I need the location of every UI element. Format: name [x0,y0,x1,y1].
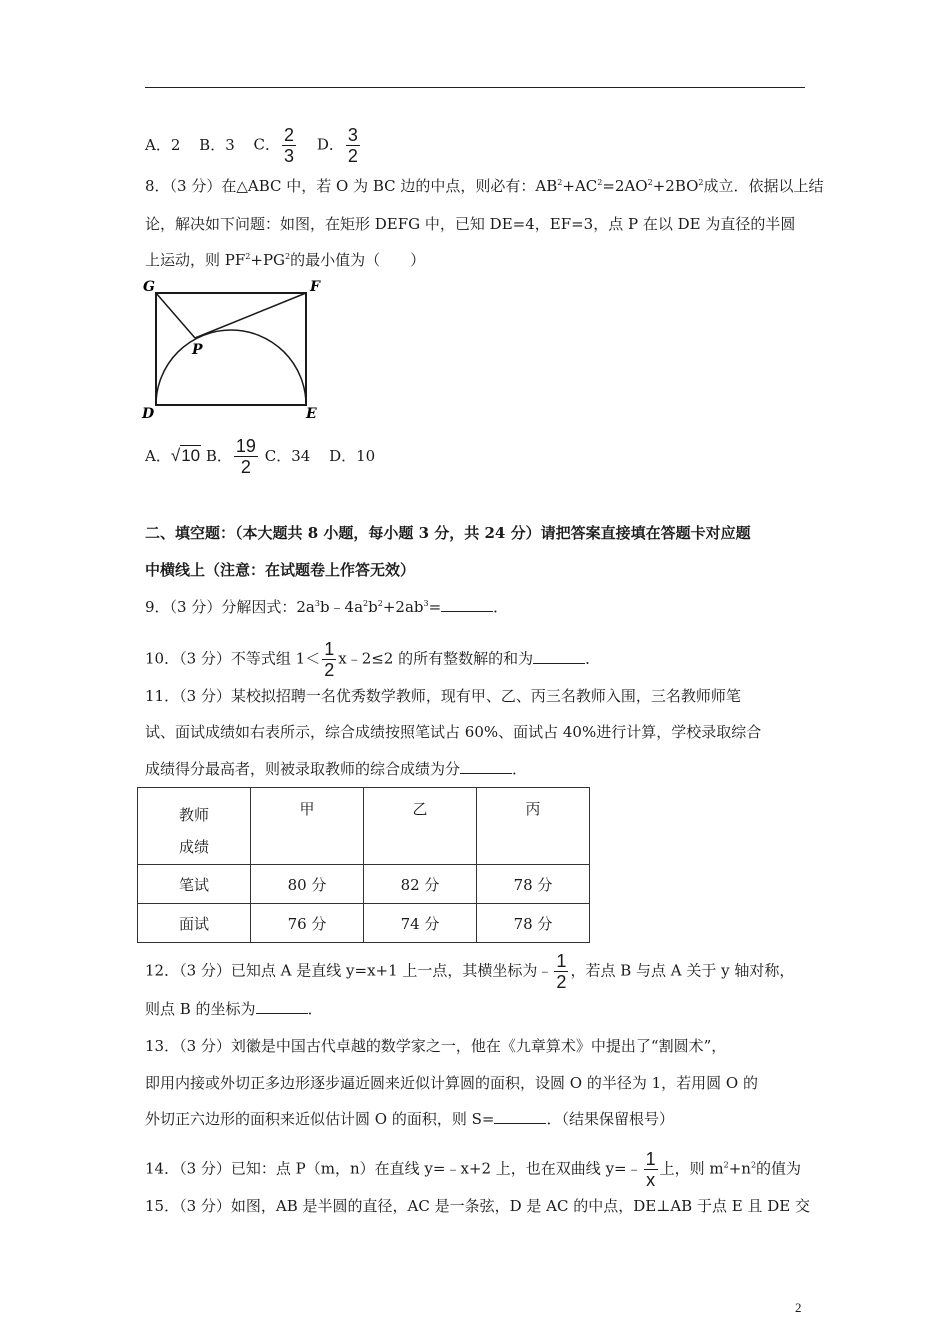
q11-line-1: 11．（3 分）某校拟招聘一名优秀数学教师，现有甲、乙、丙三名教师入围，三名教师师笔 [145,687,741,705]
table-cell: 76 分 [251,904,364,943]
q13-line-2: 即用内接或外切正多边形逐步逼近圆来近似计算圆的面积，设圆 O 的半径为 1，若用圆 O 的 [145,1074,758,1092]
fraction: $\frac{19}{2}$ [235,436,256,477]
table-cell: 82 分 [364,865,477,904]
answer-blank [256,999,308,1014]
answer-blank [494,1109,546,1124]
q8-line-3: 上运动，则 $PF^2+PG^2$的最小值为（ ） [145,251,426,269]
q15-line-1: 15．（3 分）如图，AB 是半圆的直径，AC 是一条弦，D 是 AC 的中点，DE⊥AB 于点 E 且 DE 交 [145,1197,810,1215]
q12-line-2: 则点 B 的坐标为 ． [145,1000,323,1018]
answer-blank [441,597,493,612]
table-cell: 面试 [138,904,251,943]
q13-line-1: 13．（3 分）刘徽是中国古代卓越的数学家之一，他在《九章算术》中提出了“割圆术”， [145,1037,727,1055]
score-table [137,787,590,943]
q7-option-c: C． $\frac{2}{3}$ [253,125,295,166]
q9: 9．（3 分）分解因式：$2a^3b﹣4a^2b^2+2ab^3=$ ． [145,598,509,616]
q8-line-1: 8．（3 分）在△ABC 中，若 O 为 BC 边的中点，则必有：$AB^2+AC^2=2AO^2+2BO^2$成立．依据以上结 [145,177,824,195]
q8-options [145,437,389,476]
q7-options [145,126,376,165]
table-header-cell: 乙 [364,788,477,865]
q8-option-a: A．√10 [145,445,201,465]
fraction: $\frac{1}{x}$ [645,1149,656,1190]
header-rule [145,87,805,88]
segment-pg [156,293,195,338]
table-header-cell: 丙 [477,788,590,865]
table-cell: 80 分 [251,865,364,904]
label-d: D [142,406,155,422]
table-cell: 笔试 [138,865,251,904]
label-f: F [310,279,320,295]
q12-line-1: 12．（3 分）已知点 A 是直线 y=x+1 上一点，其横坐标为﹣ $\frac{1}{2}$ ，若点 B 与点 A 关于 y 轴对称， [145,951,795,992]
q7-option-d: D． $\frac{3}{2}$ [316,125,358,166]
rectangle-defg [156,293,306,405]
table-cell: 78 分 [477,904,590,943]
section-2-heading-line-2: 中横线上（注意：在试题卷上作答无效） [145,561,416,579]
fraction: $\frac{3}{2}$ [347,125,358,166]
table-header-cell: 甲 [251,788,364,865]
section-2-heading-line-1: 二、填空题：（本大题共 8 小题，每小题 3 分，共 24 分）请把答案直接填在答题卡对应题 [145,524,751,542]
q14: 14．（3 分）已知：点 P（m，n）在直线 y=﹣x+2 上，也在双曲线 y=﹣ $\frac{1}{x}$ 上，则 $m^2+n^2$的值为 [145,1149,802,1190]
q10: 10．（3 分）不等式组 1＜ $\frac{1}{2}$ x﹣2≤2 的所有整数解的和为 ． [145,639,601,680]
table-row [138,904,590,943]
table-corner-cell: 教师 成绩 [138,788,251,865]
label-p: P [192,342,203,358]
table-row [138,865,590,904]
fraction: $\frac{1}{2}$ [556,951,567,992]
q8-option-d: D．10 [329,446,376,465]
semicircle [156,330,306,405]
fraction: $\frac{2}{3}$ [284,125,295,166]
q13-line-3: 外切正六边形的面积来近似估计圆 O 的面积，则 S= ．（结果保留根号） [145,1110,674,1128]
q8-option-b: B． $\frac{19}{2}$ [205,436,256,477]
label-e: E [306,406,317,422]
table-header-row [138,788,590,865]
q7-option-a: A．2 [145,135,181,154]
square-root: √10 [170,445,201,465]
table-cell: 74 分 [364,904,477,943]
q11-line-2: 试、面试成绩如右表所示，综合成绩按照笔试占 60%、面试占 40%进行计算，学校录取综合 [145,723,762,741]
label-g: G [143,279,155,295]
answer-blank [533,649,585,664]
page-number: 2 [795,1300,802,1315]
rectangle-semicircle-figure [140,278,340,423]
q8-line-2: 论，解决如下问题：如图，在矩形 DEFG 中，已知 DE=4，EF=3，点 P 在以 DE 为直径的半圆 [145,215,796,233]
segment-pf [195,293,306,338]
q11-line-3: 成绩得分最高者，则被录取教师的综合成绩为分 ． [145,760,528,778]
fraction: $\frac{1}{2}$ [324,639,335,680]
q7-option-b: B．3 [199,135,235,154]
table-cell: 78 分 [477,865,590,904]
answer-blank [460,759,512,774]
q8-option-c: C．34 [264,446,311,465]
